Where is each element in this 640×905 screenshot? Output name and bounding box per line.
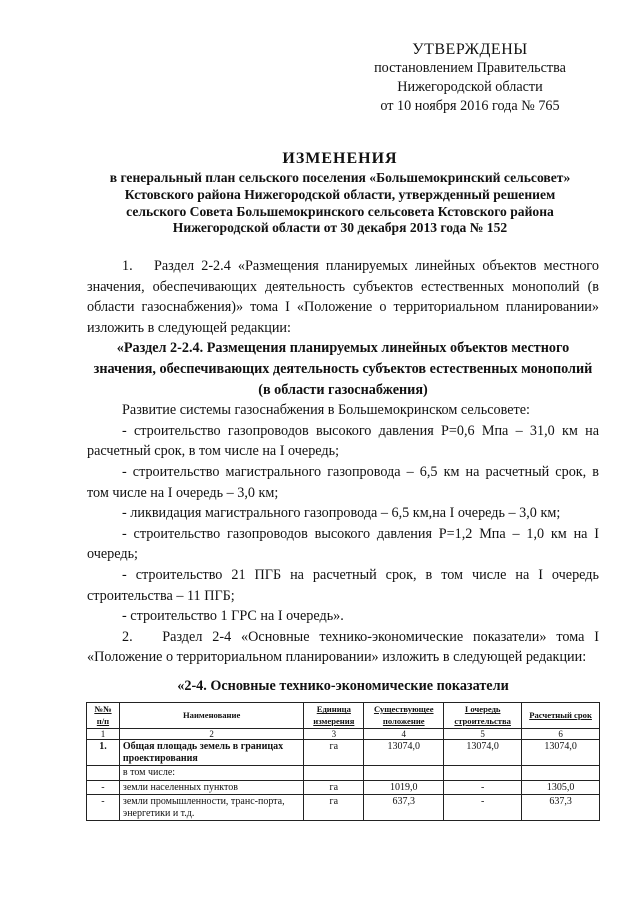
title-line-3: сельского Совета Большемокринского сельсовета Кстовского района xyxy=(126,203,554,219)
table-row xyxy=(87,795,600,821)
row-name: Общая площадь земель в границах проектирования xyxy=(119,740,303,766)
row-name: земли населенных пунктов xyxy=(119,780,303,795)
title-heading: ИЗМЕНЕНИЯ xyxy=(282,150,398,167)
bullet-1: - строительство газопроводов высокого давления Р=0,6 Мпа – 31,0 км на расчетный срок, в том числе на I очередь; xyxy=(87,422,599,460)
bullet-5: - строительство 21 ПГБ на расчетный срок, в том числе на I очередь строительства – 11 ПГБ; xyxy=(87,566,599,604)
col-number-3: 3 xyxy=(304,729,364,740)
header-number: №№ п/п xyxy=(87,703,120,729)
section-heading: «Раздел 2-2.4. Размещения планируемых линейных объектов местного значения, обеспечивающих деятельность субъектов естественных монополий (в области газоснабжения) xyxy=(93,340,593,398)
row-current xyxy=(364,766,444,781)
col-number-4: 4 xyxy=(364,729,444,740)
row-current: 13074,0 xyxy=(364,740,444,766)
table-number-row xyxy=(87,729,600,740)
row-name: в том числе: xyxy=(119,766,303,781)
row-first-stage xyxy=(444,766,522,781)
row-first-stage: - xyxy=(444,795,522,821)
row-calculated xyxy=(522,766,600,781)
bullet-2: - строительство магистрального газопровода – 6,5 км на расчетный срок, в том числе на I очередь – 3,0 км; xyxy=(87,463,599,501)
bullet-6: - строительство 1 ГРС на I очередь». xyxy=(122,608,344,625)
row-unit: га xyxy=(304,740,364,766)
header-name: Наименование xyxy=(119,703,303,729)
document-body xyxy=(87,256,599,696)
row-number xyxy=(87,766,120,781)
col-number-6: 6 xyxy=(522,729,600,740)
indicators-table xyxy=(86,702,600,821)
row-calculated: 13074,0 xyxy=(522,740,600,766)
col-number-2: 2 xyxy=(119,729,303,740)
title-line-4: Нижегородской области от 30 декабря 2013 года № 152 xyxy=(172,220,508,236)
table-header-row xyxy=(87,703,600,729)
header-current: Существующее положение xyxy=(364,703,444,729)
row-calculated: 637,3 xyxy=(522,795,600,821)
row-number: - xyxy=(87,795,120,821)
col-number-5: 5 xyxy=(444,729,522,740)
row-name: земли промышленности, транс-порта, энергетики и т.д. xyxy=(119,795,303,821)
approval-block xyxy=(340,40,600,116)
table-title: «2-4. Основные технико-экономические показатели xyxy=(177,677,509,694)
document-title xyxy=(60,150,620,237)
title-line-1: в генеральный план сельского поселения «Большемокринский сельсовет» xyxy=(109,170,571,185)
row-current: 637,3 xyxy=(364,795,444,821)
header-calculated: Расчетный срок xyxy=(522,703,600,729)
approval-line-3: Нижегородской области xyxy=(397,79,543,95)
row-calculated: 1305,0 xyxy=(522,780,600,795)
approval-line-2: постановлением Правительства xyxy=(374,60,566,76)
paragraph-1: 1. Раздел 2-2.4 «Размещения планируемых линейных объектов местного значения, обеспечивающих деятельность субъектов естественных монополий (в области газоснабжения)» тома I «Положение о территориальном планировании» изложить в следующей редакции: xyxy=(87,258,599,336)
bullet-3: - ликвидация магистрального газопровода – 6,5 км,на I очередь – 3,0 км; xyxy=(122,505,561,522)
bullet-4: - строительство газопроводов высокого давления Р=1,2 Мпа – 1,0 км на I очередь; xyxy=(87,525,599,563)
row-unit: га xyxy=(304,780,364,795)
row-current: 1019,0 xyxy=(364,780,444,795)
header-unit: Единица измерения xyxy=(304,703,364,729)
paragraph-3: 2. Раздел 2-4 «Основные технико-экономические показатели» тома I «Положение о территориальном планировании» изложить в следующей редакции: xyxy=(87,628,599,666)
row-number: - xyxy=(87,780,120,795)
row-first-stage: 13074,0 xyxy=(444,740,522,766)
row-number: 1. xyxy=(87,740,120,766)
approval-heading: УТВЕРЖДЕНЫ xyxy=(412,41,528,58)
col-number-1: 1 xyxy=(87,729,120,740)
table-row xyxy=(87,740,600,766)
header-first-stage: I очередь строительства xyxy=(444,703,522,729)
paragraph-2: Развитие системы газоснабжения в Большемокринском сельсовете: xyxy=(122,402,530,419)
row-unit: га xyxy=(304,795,364,821)
table-row xyxy=(87,780,600,795)
row-unit xyxy=(304,766,364,781)
title-line-2: Кстовского района Нижегородской области, утвержденный решением xyxy=(124,186,556,202)
approval-line-4: от 10 ноября 2016 года № 765 xyxy=(380,98,560,114)
table-row xyxy=(87,766,600,781)
row-first-stage: - xyxy=(444,780,522,795)
